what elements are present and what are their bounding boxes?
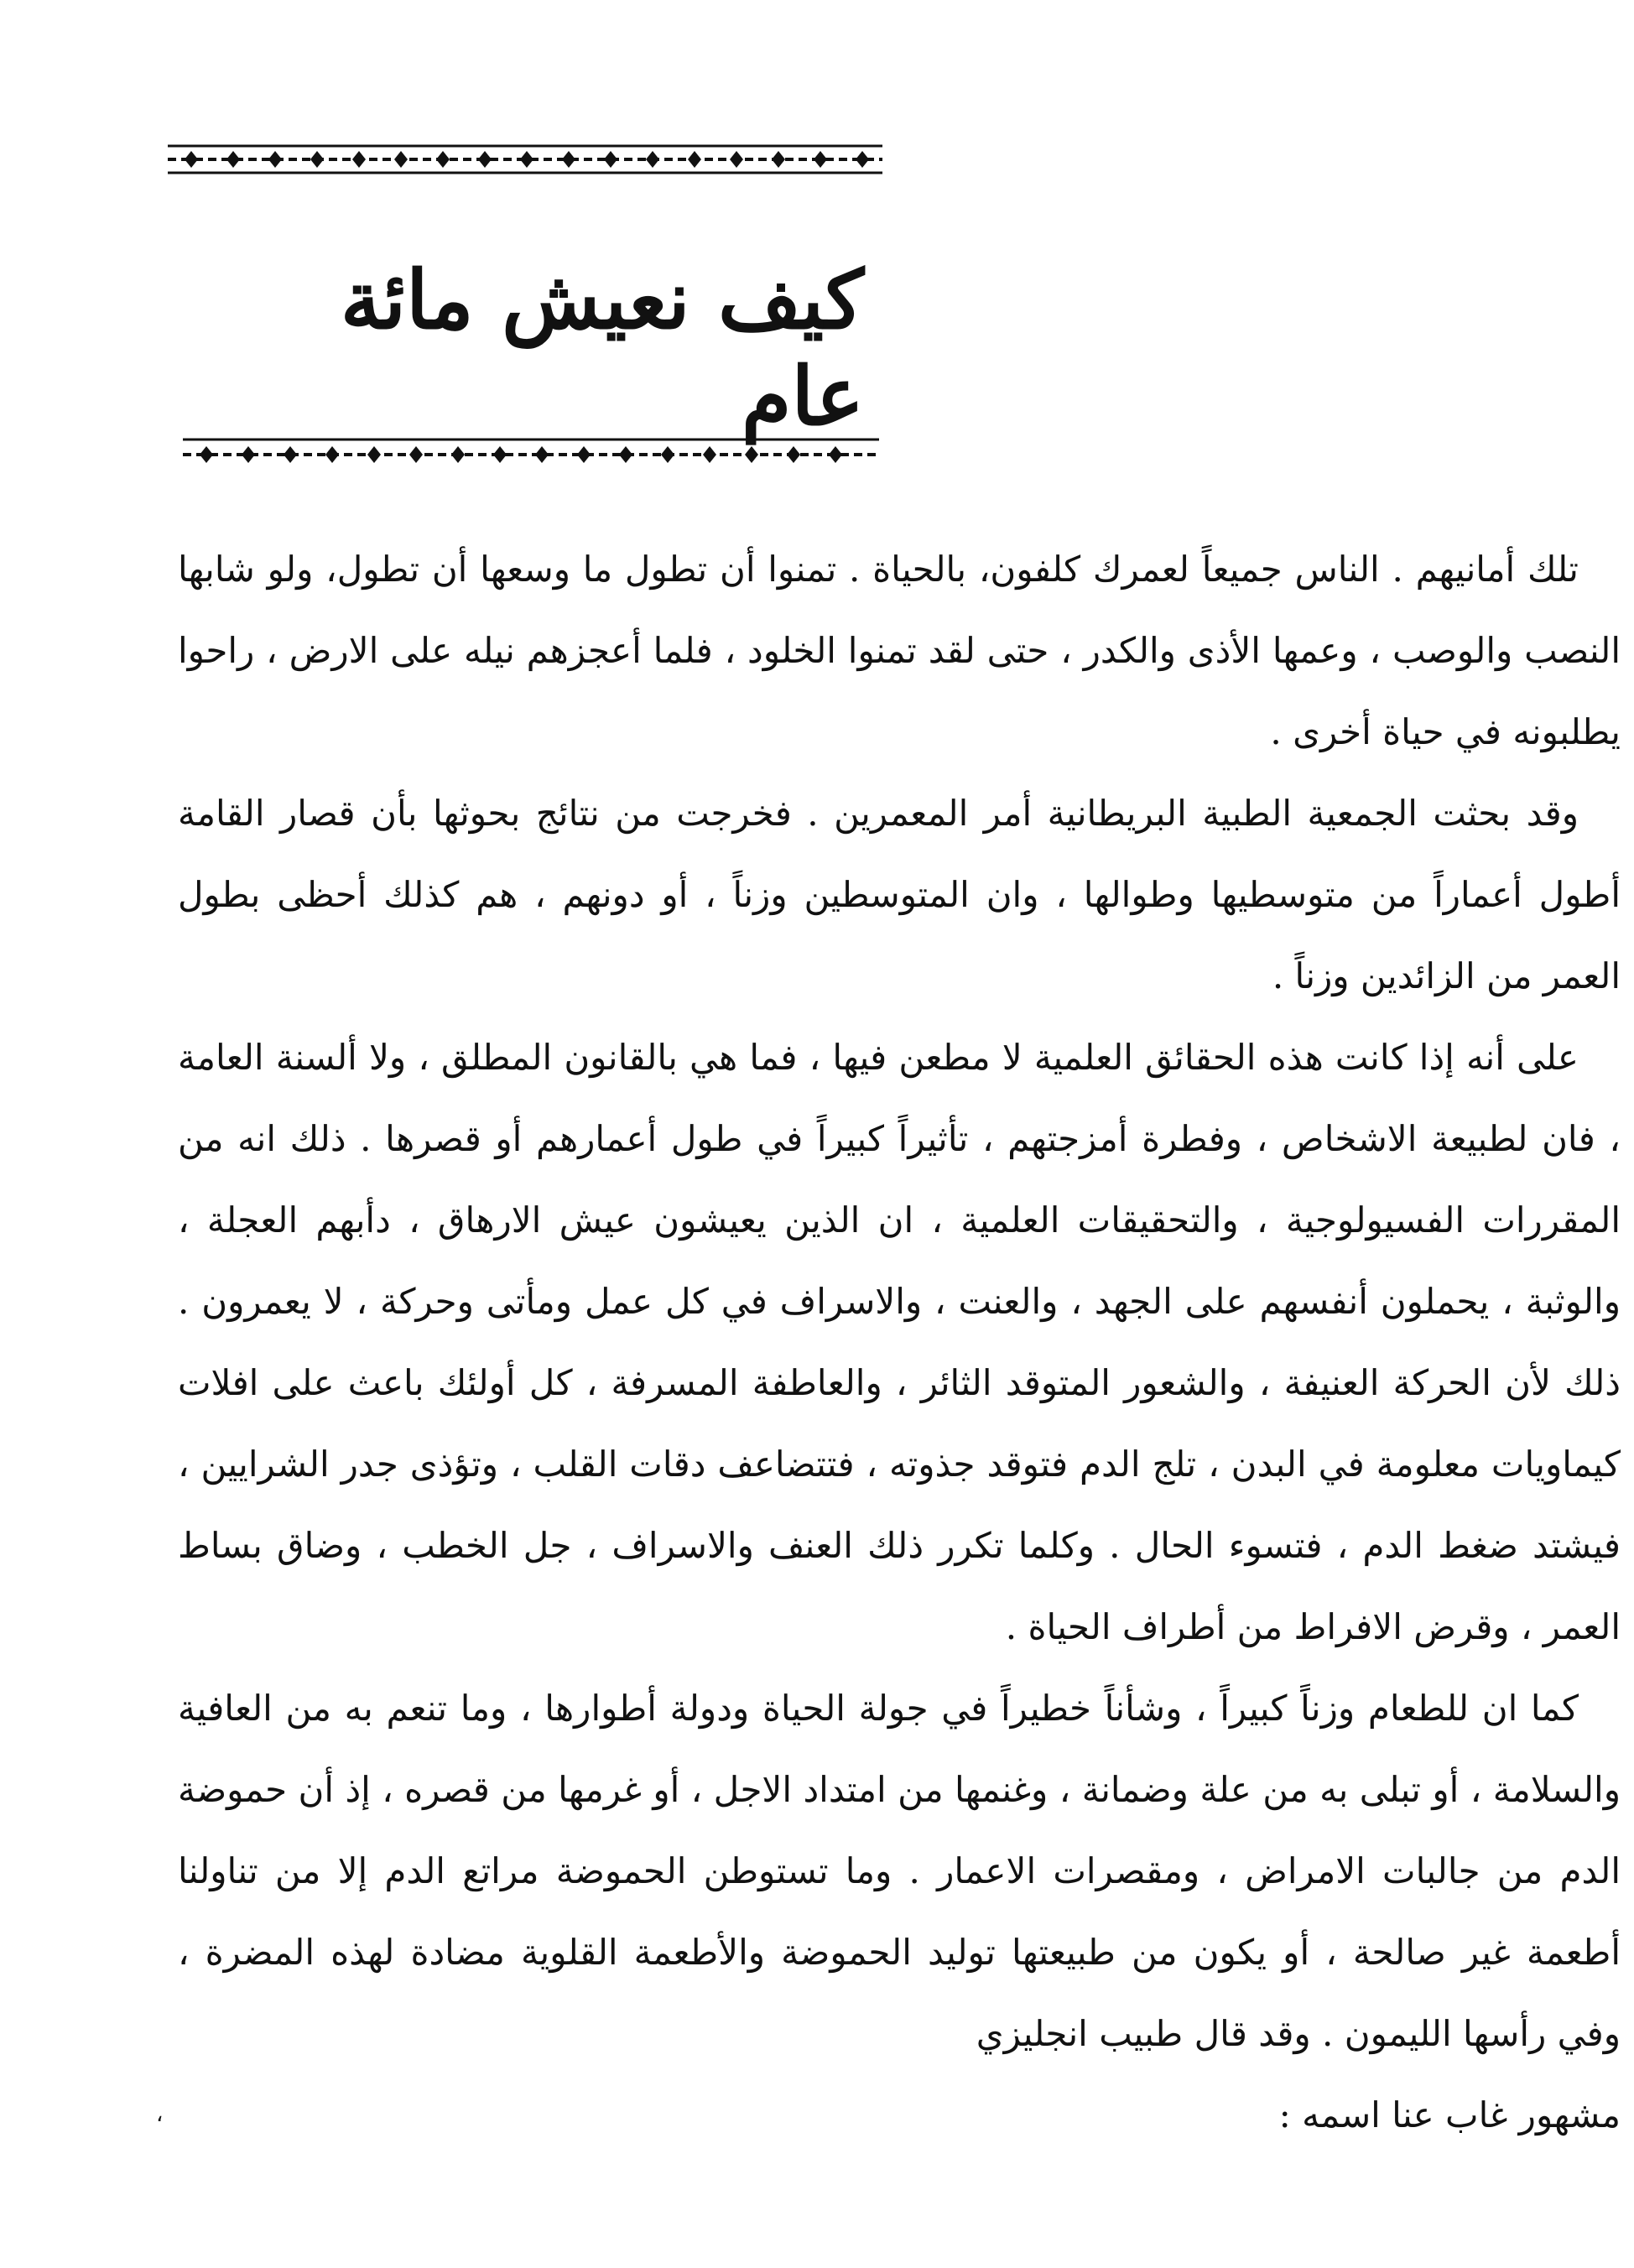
article-body — [178, 528, 1621, 2156]
decorative-flourish-icon — [168, 151, 882, 168]
page-title: كيف نعيش مائة عام — [340, 252, 864, 445]
paragraph: تلك أمانيهم . الناس جميعاً لعمرك كلفون، بالحياة . تمنوا أن تطول ما وسعها أن تطول، ولو شابها النصب والوصب ، وعمها الأذى والكدر ، حتى لقد تمنوا الخلود ، فلما أعجزهم نيله على الارض ، راحوا يطلبونه في حياة أخرى . — [178, 549, 1621, 752]
paragraph: كما ان للطعام وزناً كبيراً ، وشأناً خطيراً في جولة الحياة ودولة أطوارها ، وما تنعم به من العافية والسلامة ، أو تبلى به من علة وضمانة ، وغنمها من امتداد الاجل ، أو غرمها من قصره ، إذ أن حموضة الدم من جالبات الامراض ، ومقصرات الاعمار . وما تستوطن الحموضة مراتع الدم إلا من تناولنا أطعمة غير صالحة ، أو يكون من طبيعتها توليد الحموضة والأطعمة القلوية مضادة لهذه المضرة ، وفي رأسها الليمون . وقد قال طبيب انجليزي — [178, 1688, 1621, 2054]
paragraph: على أنه إذا كانت هذه الحقائق العلمية لا مطعن فيها ، فما هي بالقانون المطلق ، ولا ألسنة العامة ، فان لطبيعة الاشخاص ، وفطرة أمزجتهم ، تأثيراً كبيراً في طول أعمارهم أو قصرها . ذلك انه من المقررات الفسيولوجية ، والتحقيقات العلمية ، ان الذين يعيشون عيش الارهاق ، دأبهم العجلة ، والوثبة ، يحملون أنفسهم على الجهد ، والعنت ، والاسراف في كل عمل ومأتى وحركة ، لا يعمرون . ذلك لأن الحركة العنيفة ، والشعور المتوقد الثائر ، والعاطفة المسرفة ، كل أولئك باعث على افلات كيماويات معلومة في البدن ، تلج الدم فتوقد جذوته ، فتتضاعف دقات القلب ، وتؤذى جدر الشرايين ، فيشتد ضغط الدم ، فتسوء الحال . وكلما تكرر ذلك العنف والاسراف ، جل الخطب ، وضاق بساط العمر ، وقرض الافراط من أطراف الحياة . — [178, 1037, 1621, 1647]
paragraph: وقد بحثت الجمعية الطبية البريطانية أمر المعمرين . فخرجت من نتائج بحوثها بأن قصار القامة أطول أعماراً من متوسطيها وطوالها ، وان المتوسطين وزناً ، أو دونهم ، هم كذلك أحظى بطول العمر من الزائدين وزناً . — [178, 793, 1621, 996]
bottom-ornament-border — [183, 436, 887, 473]
closing-line: مشهور غاب عنا اسمه : — [1278, 2094, 1621, 2135]
margin-mark: ، — [156, 2102, 164, 2127]
top-ornament-border — [168, 141, 889, 178]
decorative-flourish-icon — [183, 446, 879, 463]
